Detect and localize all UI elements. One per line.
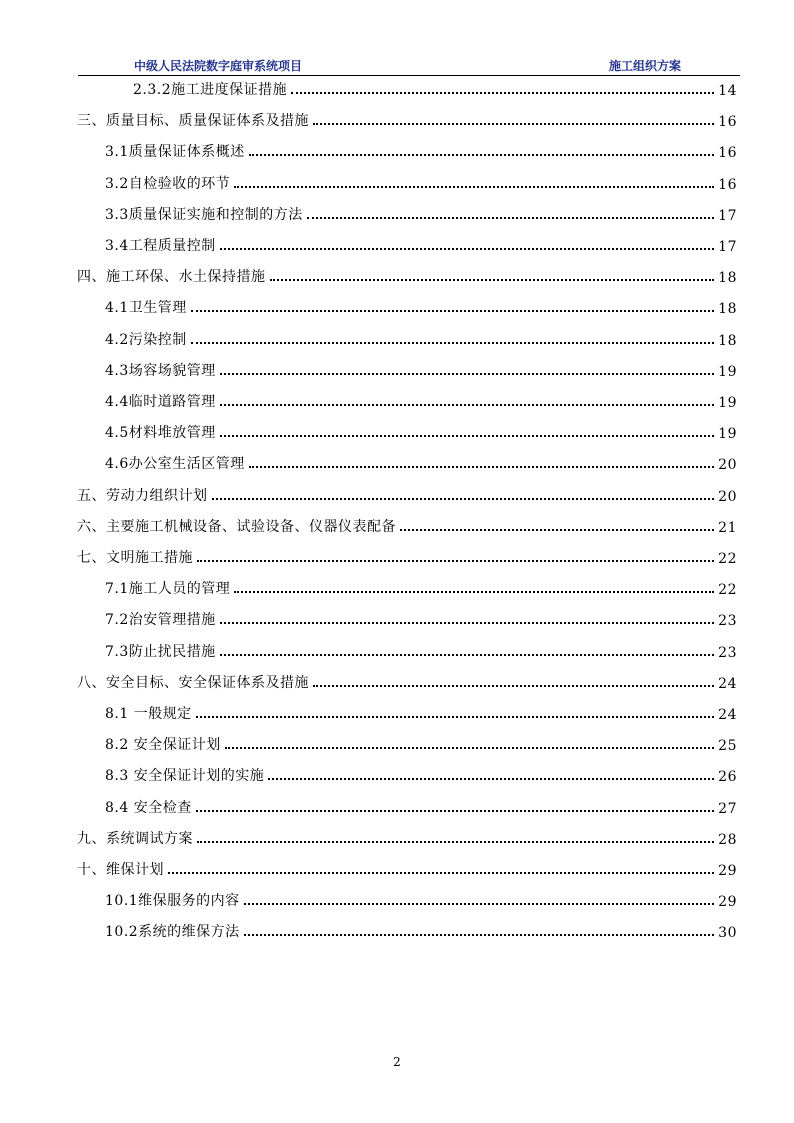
toc-dot-leader: [307, 217, 714, 219]
toc-entry-title: 4.2污染控制: [105, 331, 187, 348]
toc-dot-leader: [244, 934, 715, 936]
toc-dot-leader: [220, 622, 714, 624]
toc-entry-title: 十、维保计划: [77, 862, 164, 878]
toc-entry-title: 8.3 安全保证计划的实施: [105, 768, 265, 785]
toc-dot-leader: [220, 248, 714, 250]
toc-entry[interactable]: [105, 607, 737, 629]
toc-entry[interactable]: [77, 483, 737, 505]
page-header: [78, 57, 740, 76]
toc-entry-page: 30: [718, 925, 737, 942]
toc-entry-page: 24: [718, 707, 737, 723]
toc-entry[interactable]: [105, 795, 737, 817]
toc-entry-page: 16: [718, 145, 737, 162]
toc-dot-leader: [196, 810, 714, 812]
toc-entry[interactable]: [105, 639, 737, 661]
toc-entry[interactable]: [105, 233, 737, 255]
toc-entry-title: 七、文明施工措施: [77, 550, 193, 566]
toc-entry[interactable]: [105, 327, 737, 349]
toc-entry-title: 3.4工程质量控制: [105, 238, 216, 254]
toc-entry-page: 25: [718, 738, 737, 755]
toc-dot-leader: [249, 154, 714, 156]
toc-entry-page: 22: [718, 582, 737, 599]
toc-entry-page: 26: [718, 769, 737, 786]
toc-entry-title: 3.2自检验收的环节: [105, 175, 231, 192]
toc-entry-page: 18: [718, 332, 737, 349]
toc-entry-title: 八、安全目标、安全保证体系及措施: [77, 674, 309, 691]
header-project-title: 中级人民法院数字庭审系统项目: [134, 59, 303, 73]
toc-entry[interactable]: [105, 919, 737, 941]
toc-dot-leader: [268, 778, 714, 780]
toc-entry-page: 22: [718, 551, 737, 567]
toc-entry-title: 四、施工环保、水土保持措施: [77, 269, 266, 286]
toc-entry-title: 4.3场容场貌管理: [105, 362, 216, 379]
toc-dot-leader: [313, 685, 714, 687]
toc-entry-title: 4.4临时道路管理: [105, 394, 216, 410]
toc-entry-title: 六、主要施工机械设备、试验设备、仪器仪表配备: [77, 518, 396, 535]
toc-entry-page: 29: [718, 894, 737, 911]
toc-entry-page: 19: [718, 363, 737, 380]
toc-entry[interactable]: [105, 763, 737, 785]
toc-entry-page: 28: [718, 831, 737, 848]
toc-dot-leader: [234, 186, 714, 188]
toc-entry-title: 九、系统调试方案: [77, 830, 193, 847]
toc-entry-page: 21: [718, 519, 737, 536]
toc-entry-title: 10.1维保服务的内容: [105, 893, 240, 910]
toc-entry[interactable]: [77, 826, 737, 848]
toc-entry-title: 4.1卫生管理: [105, 300, 187, 317]
toc-dot-leader: [400, 529, 714, 531]
toc-entry-page: 29: [718, 863, 737, 879]
toc-dot-leader: [244, 903, 715, 905]
toc-entry[interactable]: [105, 451, 737, 473]
toc-dot-leader: [249, 466, 714, 468]
toc-entry[interactable]: [105, 139, 737, 161]
toc-dot-leader: [270, 279, 715, 281]
toc-entry-page: 19: [718, 395, 737, 411]
toc-entry-page: 23: [718, 644, 737, 661]
toc-entry[interactable]: [105, 202, 737, 224]
toc-entry-title: 3.1质量保证体系概述: [105, 144, 245, 161]
toc-entry-page: 19: [718, 426, 737, 443]
toc-entry-page: 18: [718, 270, 737, 287]
toc-entry-page: 16: [718, 176, 737, 193]
toc-entry-title: 7.1施工人员的管理: [105, 581, 231, 598]
toc-entry[interactable]: [105, 295, 737, 317]
toc-entry-title: 三、质量目标、质量保证体系及措施: [77, 113, 309, 130]
toc-dot-leader: [168, 872, 714, 874]
toc-dot-leader: [220, 404, 714, 406]
toc-entry-title: 4.6办公室生活区管理: [105, 456, 245, 473]
toc-entry-page: 17: [718, 207, 737, 224]
toc-entry[interactable]: [105, 576, 737, 598]
toc-entry[interactable]: [77, 514, 737, 536]
toc-entry[interactable]: [133, 77, 737, 99]
toc-entry[interactable]: [105, 389, 737, 411]
toc-entry-page: 20: [718, 457, 737, 474]
toc-dot-leader: [197, 560, 714, 562]
toc-entry-title: 10.2系统的维保方法: [105, 924, 240, 941]
toc-entry-page: 27: [718, 800, 737, 817]
toc-entry[interactable]: [105, 701, 737, 723]
toc-entry-page: 24: [718, 675, 737, 692]
toc-dot-leader: [313, 123, 714, 125]
toc-dot-leader: [191, 310, 714, 312]
toc-dot-leader: [196, 716, 714, 718]
toc-entry[interactable]: [105, 358, 737, 380]
toc-dot-leader: [191, 342, 714, 344]
page-number: 2: [393, 1055, 401, 1069]
toc-dot-leader: [225, 747, 714, 749]
toc-entry-title: 8.4 安全检查: [105, 799, 192, 816]
toc-entry-title: 8.1 一般规定: [105, 706, 192, 722]
toc-entry-page: 14: [718, 83, 737, 99]
toc-entry-page: 20: [718, 488, 737, 505]
toc-entry[interactable]: [77, 545, 737, 567]
toc-dot-leader: [220, 373, 714, 375]
toc-entry-page: 17: [718, 239, 737, 255]
toc-entry[interactable]: [105, 420, 737, 442]
toc-entry-title: 7.3防止扰民措施: [105, 643, 216, 660]
toc-entry-title: 7.2治安管理措施: [105, 612, 216, 629]
toc-entry-title: 8.2 安全保证计划: [105, 737, 221, 754]
toc-entry-title: 3.3质量保证实施和控制的方法: [105, 206, 303, 223]
toc-entry[interactable]: [77, 108, 737, 130]
toc-dot-leader: [197, 841, 714, 843]
toc-entry-title: 五、劳动力组织计划: [77, 487, 208, 504]
toc-entry-title: 4.5材料堆放管理: [105, 425, 216, 442]
toc-entry-page: 23: [718, 613, 737, 630]
toc-entry[interactable]: [77, 857, 737, 879]
toc-entry[interactable]: [105, 888, 737, 910]
toc-dot-leader: [291, 92, 714, 94]
toc-entry[interactable]: [105, 171, 737, 193]
toc-entry[interactable]: [77, 264, 737, 286]
toc-entry[interactable]: [77, 670, 737, 692]
toc-entry-page: 18: [718, 301, 737, 318]
toc-dot-leader: [220, 654, 714, 656]
toc-entry-title: 2.3.2施工进度保证措施: [133, 82, 288, 98]
toc-dot-leader: [220, 435, 714, 437]
toc-dot-leader: [212, 498, 715, 500]
toc-entry-page: 16: [718, 114, 737, 131]
toc-dot-leader: [234, 591, 714, 593]
header-document-title: 施工组织方案: [609, 59, 682, 73]
toc-entry[interactable]: [105, 732, 737, 754]
